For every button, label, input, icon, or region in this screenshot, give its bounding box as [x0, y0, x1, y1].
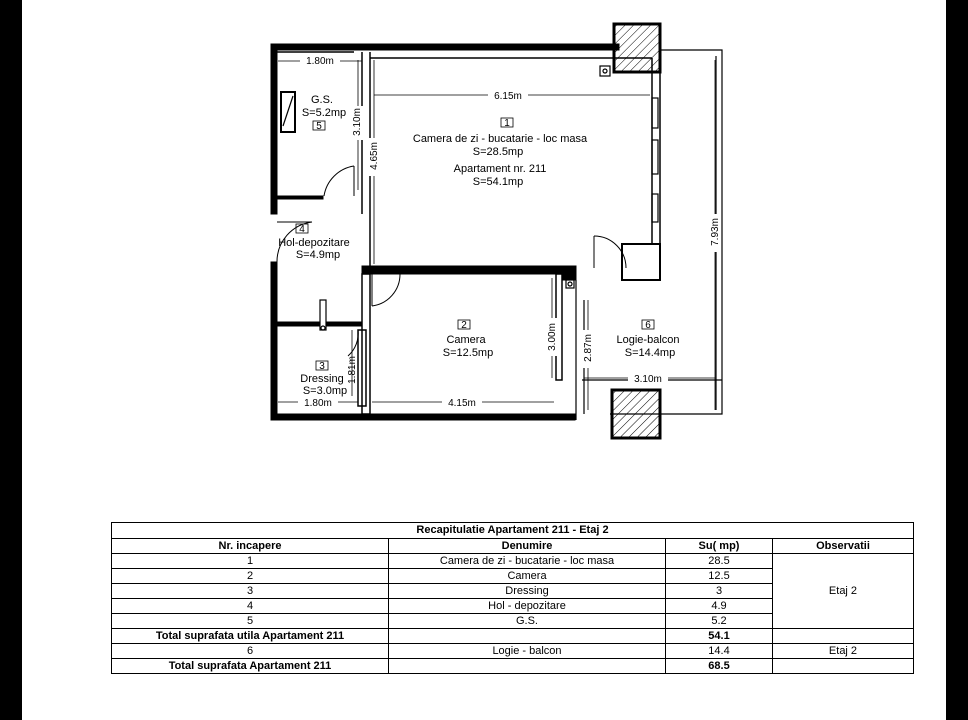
room-name: Logie-balcon: [616, 334, 680, 346]
header-obs: Observatii: [773, 539, 914, 554]
balcony-outline: [576, 50, 722, 420]
room-number-badge: 3: [319, 361, 325, 372]
room-bedroom: [443, 320, 493, 359]
room-dressing: [300, 361, 347, 397]
cell-su: 14.4: [666, 644, 773, 659]
room-area: S=5.2mp: [301, 107, 347, 119]
dim-balcony-inner: 2.87m: [583, 334, 594, 362]
empty-cell: [773, 629, 914, 644]
cell-su: 5.2: [666, 614, 773, 629]
empty-cell: [389, 629, 666, 644]
cell-name: Logie - balcon: [389, 644, 666, 659]
room-area: S=12.5mp: [442, 347, 494, 359]
room-hall: [278, 224, 350, 261]
room-name: Camera de zi - bucatarie - loc masa: [412, 133, 588, 145]
cell-name: Camera: [389, 569, 666, 584]
cell-su: 28.5: [666, 554, 773, 569]
cell-nr: 3: [112, 584, 389, 599]
cell-obs: Etaj 2: [773, 554, 914, 629]
total-value: 68.5: [666, 659, 773, 674]
dim-bedroom-width: 4.15m: [448, 398, 476, 409]
dim-gs-height: 3.10m: [352, 108, 363, 136]
cell-nr: 2: [112, 569, 389, 584]
room-balcony: [617, 320, 680, 359]
cell-su: 12.5: [666, 569, 773, 584]
dim-dressing-width: 1.80m: [304, 398, 332, 409]
header-nr: Nr. incapere: [112, 539, 389, 554]
cell-nr: 1: [112, 554, 389, 569]
cell-nr: 4: [112, 599, 389, 614]
empty-cell: [389, 659, 666, 674]
dim-bedroom-height: 3.00m: [547, 323, 558, 351]
cell-name: Hol - depozitare: [389, 599, 666, 614]
total-util-label: Total suprafata utila Apartament 211: [112, 629, 389, 644]
room-name: Dressing: [300, 373, 344, 385]
room-number-badge: 4: [299, 224, 305, 235]
room-name: Camera: [446, 334, 486, 346]
room-area: S=4.9mp: [295, 249, 341, 261]
dim-gs-width: 1.80m: [306, 56, 334, 67]
room-number-badge: 2: [461, 320, 467, 331]
empty-cell: [773, 659, 914, 674]
header-name: Denumire: [389, 539, 666, 554]
dim-living-height: 4.65m: [369, 142, 380, 170]
page-sheet: [22, 0, 946, 720]
room-name: G.S.: [310, 94, 334, 106]
column-top: [614, 24, 660, 72]
room-number-badge: 1: [504, 118, 510, 129]
room-area: S=14.4mp: [624, 347, 676, 359]
total-row: [112, 659, 914, 674]
header-su: Su( mp): [666, 539, 773, 554]
dim-balcony-height: 7.93m: [710, 218, 721, 246]
dim-dressing-height: 1.81m: [347, 356, 358, 384]
recap-table: [111, 522, 914, 674]
table-row: [112, 554, 914, 569]
dim-balcony-width: 3.10m: [634, 374, 662, 385]
table-header-row: [112, 539, 914, 554]
table-title: Recapitulatie Apartament 211 - Etaj 2: [112, 523, 914, 539]
cell-su: 4.9: [666, 599, 773, 614]
room-number-badge: 6: [645, 320, 651, 331]
table-row: [112, 644, 914, 659]
room-number-badge: 5: [316, 121, 322, 132]
column-bottom: [612, 390, 660, 438]
cell-name: Camera de zi - bucatarie - loc masa: [389, 554, 666, 569]
cell-nr: 6: [112, 644, 389, 659]
total-util-value: 54.1: [666, 629, 773, 644]
dim-living-width: 6.15m: [494, 91, 522, 102]
apartment-label: Apartament nr. 211: [453, 163, 547, 175]
apartment-area: S=54.1mp: [472, 176, 524, 188]
cell-obs: Etaj 2: [773, 644, 914, 659]
cell-nr: 5: [112, 614, 389, 629]
room-living: [413, 118, 588, 188]
room-name: Hol-depozitare: [278, 237, 350, 249]
cell-name: G.S.: [389, 614, 666, 629]
total-util-row: [112, 629, 914, 644]
room-gs: [302, 94, 346, 132]
floor-plan: [22, 0, 946, 500]
door-swings: [277, 166, 626, 356]
cell-su: 3: [666, 584, 773, 599]
total-label: Total suprafata Apartament 211: [112, 659, 389, 674]
room-area: S=28.5mp: [472, 146, 524, 158]
room-area: S=3.0mp: [302, 385, 348, 397]
cell-name: Dressing: [389, 584, 666, 599]
